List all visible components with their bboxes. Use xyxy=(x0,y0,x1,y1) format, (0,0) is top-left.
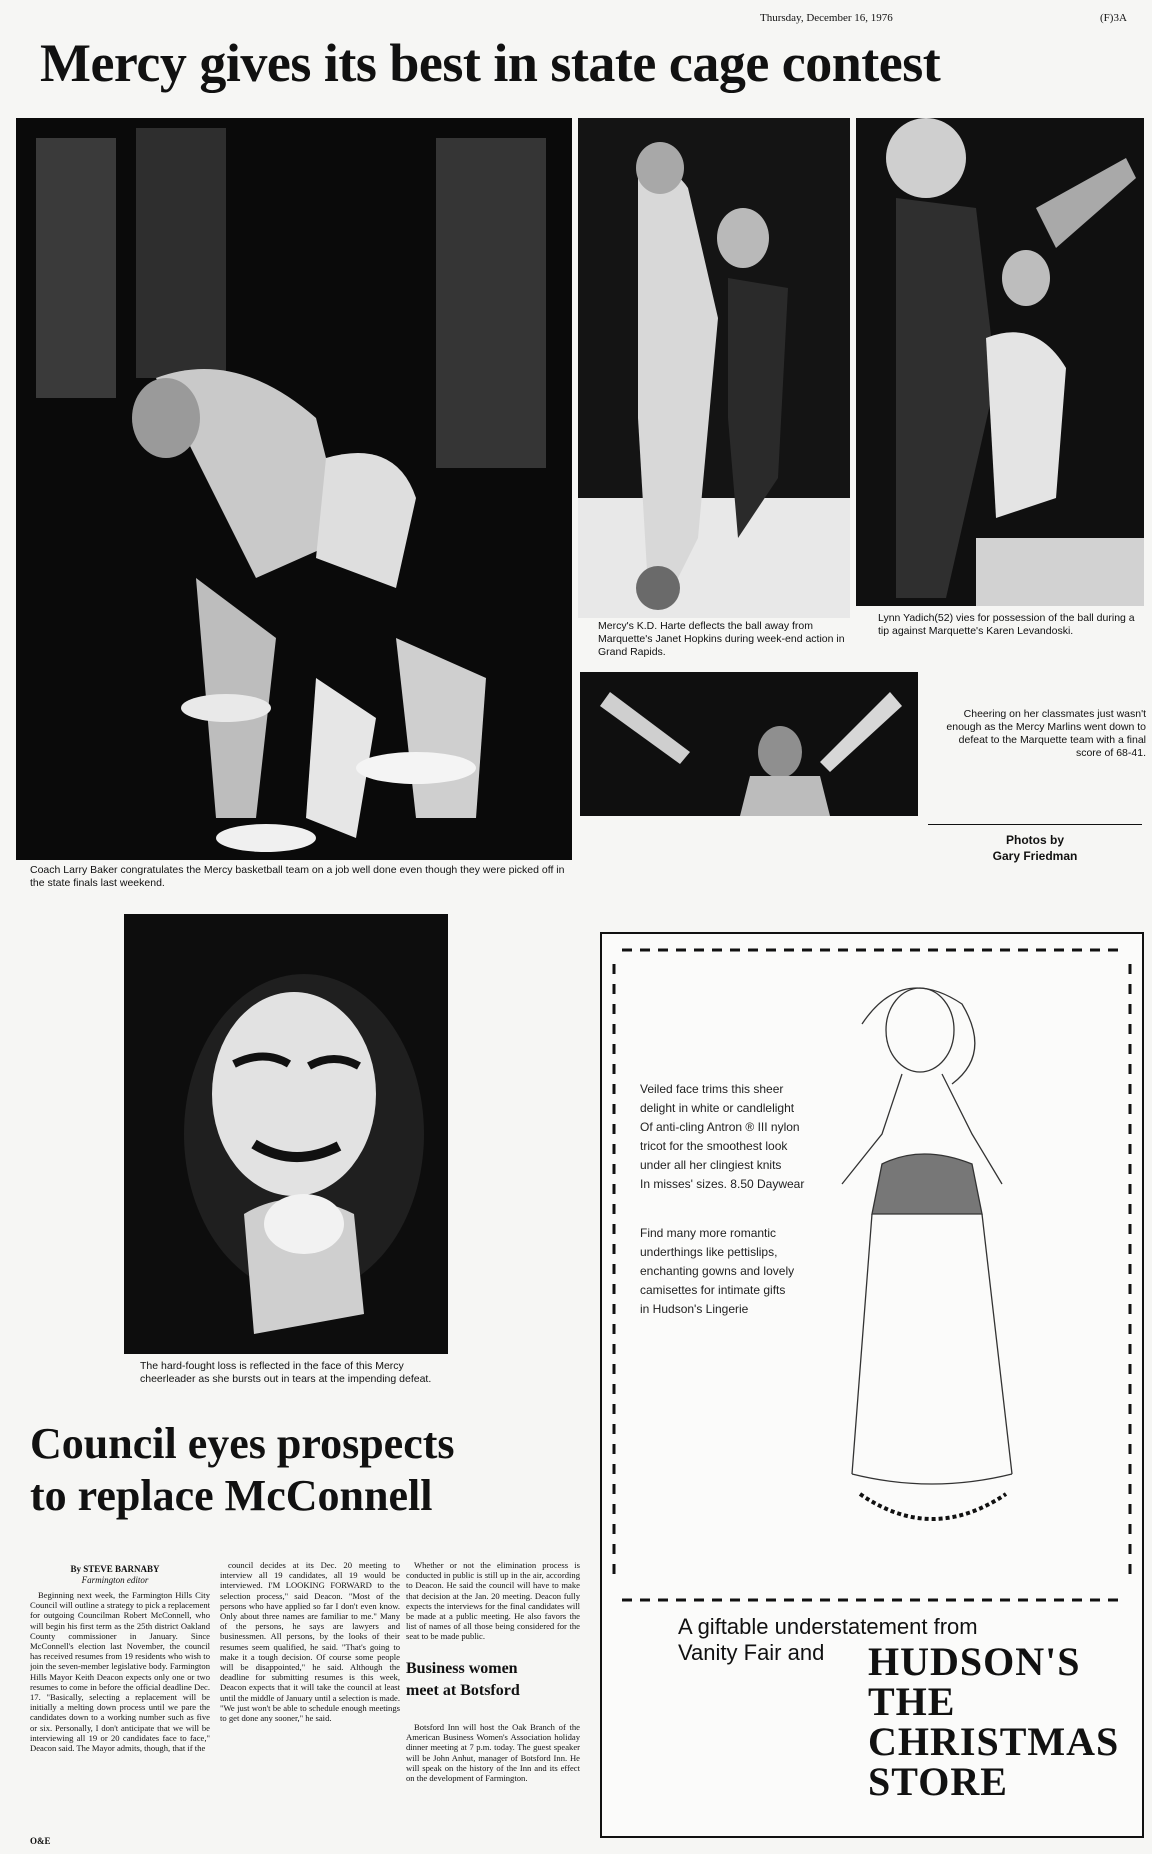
business-body xyxy=(406,1722,580,1822)
ad-copy-line: camisettes for intimate gifts xyxy=(640,1283,786,1297)
store-line: THE xyxy=(868,1679,956,1724)
hudsons-ad xyxy=(600,932,1144,1838)
team-photo xyxy=(16,118,572,860)
council-headline xyxy=(30,1418,590,1522)
ad-copy-line: Find many more romantic xyxy=(640,1226,777,1240)
cheer-caption: Cheering on her classmates just wasn't enough as the Mercy Marlins went down to defeat to the Marquette team with a final score of 68-41. xyxy=(946,708,1146,759)
business-headline xyxy=(406,1658,580,1702)
credit-name: Gary Friedman xyxy=(992,849,1078,863)
ad-tagline-line1: A giftable understatement from xyxy=(678,1614,978,1639)
council-column-1 xyxy=(30,1590,210,1832)
dateline: Thursday, December 16, 1976 xyxy=(760,12,893,24)
ad-copy-1 xyxy=(640,1080,860,1194)
hudsons-logo xyxy=(868,1639,1128,1804)
business-body-text: Botsford Inn will host the Oak Branch of the American Business Women's Association holiday dinner meeting at 7 p.m. today. The guest speaker will be John Anhut, manager of Botsford Inn. He will speak on the history of the Inn and its effect on the development of Farmington. xyxy=(406,1722,580,1784)
ad-copy-2 xyxy=(640,1224,860,1319)
credit-label: Photos by xyxy=(1005,833,1064,847)
photo-credit xyxy=(928,832,1142,864)
council-column-3-text: Whether or not the elimination process is conducted in public is still up in the air, according to Deacon. He said the council will have to make that decision at the Jan. 20 meeting. Deacon fully expects the interviews for the final candidates will be made at a public meeting. He also favors the list of names of all those being considered for the seat to be made public. xyxy=(406,1560,580,1642)
council-column-3 xyxy=(406,1560,580,1646)
yadich-photo xyxy=(856,118,1144,606)
byline-name: By STEVE BARNABY xyxy=(70,1564,160,1574)
store-line: CHRISTMAS xyxy=(868,1719,1120,1764)
ad-copy-line: tricot for the smoothest look xyxy=(640,1139,788,1153)
ad-copy-line: delight in white or candlelight xyxy=(640,1101,795,1115)
cheerleader-caption: The hard-fought loss is reflected in the face of this Mercy cheerleader as she bursts out in tears at the impending defeat. xyxy=(140,1360,432,1385)
store-line: STORE xyxy=(868,1759,1008,1804)
council-column-1-text: Beginning next week, the Farmington Hills City Council will outline a strategy to pick a replacement for outgoing Councilman Robert McConnell, who will begin his first term as the 25th district Oakland County commissioner in January. Since McConnell's election last November, the council has received resumes from 19 residents who wish to join the seven-member legislative body. Farmington Hills Mayor Keith Deacon expects only one or two resumes to come in before the official deadline Dec. 17. "Basically, selecting a replacement will be initially a melting down process until we pare the candidates down to a working number such as five or six. Personally, I don't anticipate that we will be interviewing all 19 or 20 candidates face to face," Deacon said. The Mayor admits, though, that if the xyxy=(30,1590,210,1754)
ad-copy-line: underthings like pettislips, xyxy=(640,1245,778,1259)
cheerleader-photo xyxy=(124,914,448,1354)
ad-copy-line: In misses' sizes. 8.50 Daywear xyxy=(640,1177,805,1191)
byline-title: Farmington editor xyxy=(81,1575,149,1585)
credit-rule xyxy=(928,824,1142,825)
ad-copy-line: Of anti-cling Antron ® III nylon xyxy=(640,1120,800,1134)
business-headline-line1: Business women xyxy=(406,1660,518,1677)
ad-copy-line: under all her clingiest knits xyxy=(640,1158,782,1172)
cheer-photo xyxy=(580,672,918,816)
business-headline-line2: meet at Botsford xyxy=(406,1682,520,1699)
council-headline-line1: Council eyes prospects xyxy=(30,1419,455,1468)
byline xyxy=(30,1564,200,1586)
ad-tagline-line2: Vanity Fair and xyxy=(678,1640,825,1665)
footer-mark: O&E xyxy=(30,1836,51,1846)
harte-caption: Mercy's K.D. Harte deflects the ball away from Marquette's Janet Hopkins during week-end action in Grand Rapids. xyxy=(598,620,845,658)
council-column-2 xyxy=(220,1560,400,1826)
store-line: HUDSON'S xyxy=(868,1639,1081,1684)
main-headline: Mercy gives its best in state cage contest xyxy=(40,33,941,93)
council-column-2-text: council decides at its Dec. 20 meeting to interview all 19 candidates, all 19 would be interviewed. I'M LOOKING FORWARD to the selection process," said Deacon. "Most of the persons who have applied so far I don't even know. Only about three names are familiar to me." Many of the persons, he says are lawyers and businessmen. All persons, by the looks of their resumes seem qualified, he said. "That's going to make it a tough decision. Of course some people will be disappointed," he said. Although the deadline for submitting resumes is this week, Deacon expects that it will take the council at least until the middle of January until a selection is made. "We just won't be able to schedule enough meetings to get done any sooner," he said. xyxy=(220,1560,400,1724)
yadich-caption: Lynn Yadich(52) vies for possession of the ball during a tip against Marquette's Karen Levandoski. xyxy=(878,612,1135,637)
team-caption: Coach Larry Baker congratulates the Mercy basketball team on a job well done even though they were picked off in the state finals last weekend. xyxy=(30,864,565,889)
ad-copy-line: enchanting gowns and lovely xyxy=(640,1264,795,1278)
ad-copy-line: Veiled face trims this sheer xyxy=(640,1082,784,1096)
page-number: (F)3A xyxy=(1100,12,1127,24)
council-headline-line2: to replace McConnell xyxy=(30,1471,433,1520)
harte-photo xyxy=(578,118,850,618)
ad-copy-line: in Hudson's Lingerie xyxy=(640,1302,749,1316)
